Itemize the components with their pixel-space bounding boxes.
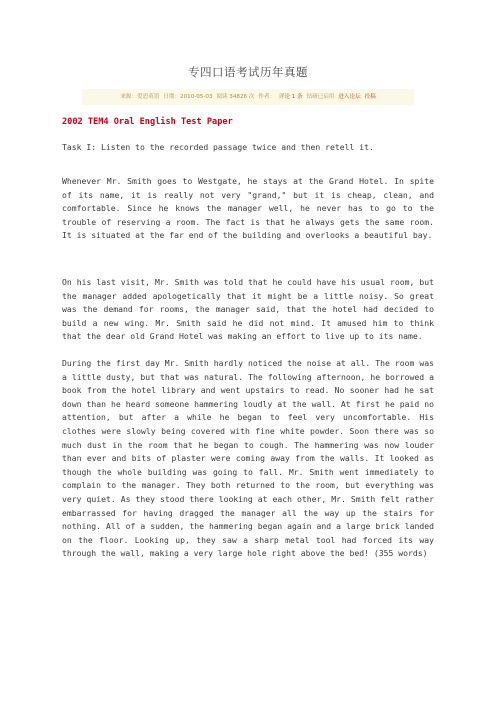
task-instruction: Task I: Listen to the recorded passage twice and then retell it. [62,142,374,152]
meta-author: 作者： [258,94,276,100]
paper-heading: 2002 TEM4 Oral English Test Paper [62,117,233,127]
meta-reads: 阅读 34826 次 [216,94,255,100]
meta-forum-link[interactable]: 进入论坛 [338,94,361,100]
passage-paragraph: During the first day Mr. Smith hardly noticed the noise at all. The room was a little dusty, but that was natural. The following afternoon, he borrowed a book from the hotel library and went upstairs to read. No sooner had he sat down than he heard someone hammering loudly at the wall. At first he paid no attention, but after a while he began to feel very uncomfortable. His clothes were slowly being covered with fine white powder. Soon there was so much dust in the room that he began to cough. The hammering was now louder than ever and bits of plaster were coming away from the walls. It looked as though the whole building was going to fall. Mr. Smith went immediately to complain to the manager. They both returned to the room, but everything was very quiet. As they stood there looking at each other, Mr. Smith felt rather embarrassed for having dragged the manager all the way up the stairs for nothing. All of a sudden, the hammering began again and a large brick landed on the floor. Looking up, they saw a sharp metal tool had forced its way through the wall, making a very large hole right above the bed! (355 words) [62,358,434,559]
meta-date: 日期：2010-05-03 [163,94,213,100]
meta-comments-link[interactable]: 评论 1 条 [278,94,303,100]
meta-submit-link[interactable]: 投稿 [364,94,376,100]
passage-paragraph: Whenever Mr. Smith goes to Westgate, he stays at the Grand Hotel. In spite of its name, it is really not very "grand," but it is cheap, clean, and comfortable. Since he knows the manager well, he never has to go to the trouble of reserving a room. The fact is that he always gets the same room. It is situated at the far end of the building and overlooks a beautiful bay. [62,176,434,241]
article-meta-bar [82,89,414,105]
passage-paragraph: On his last visit, Mr. Smith was told that he could have his usual room, but the manager added apologetically that it might be a little noisy. So great was the demand for rooms, the manager said, that the hotel had decided to build a new wing. Mr. Smith said he did not mind. It amused him to think that the dear old Grand Hotel was making an effort to live up to its name. [62,277,434,342]
page-title: 专四口语考试历年真题 [188,65,308,79]
meta-status: 钻研已启用 [306,94,335,100]
meta-source: 来源：爱思英语 [120,94,160,100]
